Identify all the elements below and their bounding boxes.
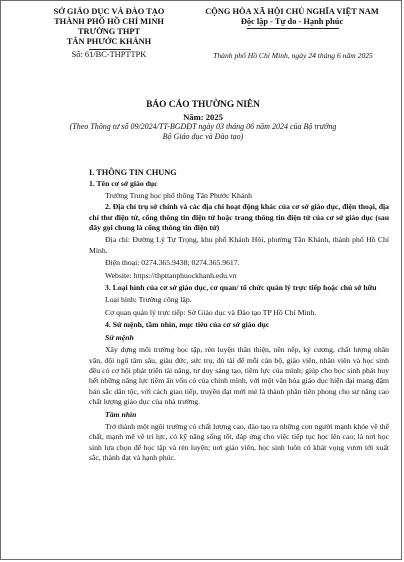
school-website: Website: https://thpttanphuockhanh.edu.vn — [105, 270, 237, 280]
school-name: TÂN PHƯỚC KHÁNH — [66, 37, 152, 46]
department-name: SỞ GIÁO DỤC VÀ ĐÀO TẠO — [53, 7, 165, 16]
school-address: Địa chỉ: Đường Lý Tự Trọng, khu phố Khánh Hội, phường Tân Khánh, thành phố Hồ Chí Minh. — [89, 235, 389, 255]
header-right-block — [187, 7, 397, 27]
school-phone: Điện thoại: 0274.365.9438; 0274.365.9617. — [105, 258, 240, 268]
school-type-text: Loại hình: Trường công lập. — [105, 295, 192, 305]
school-type: TRƯỜNG THPT — [77, 27, 141, 36]
report-subtitle: (Theo Thông tư số 09/2024/TT-BGDĐT ngày 03 tháng 06 năm 2024 của Bộ trưởng Bộ Giáo dục và Đào tạo) — [69, 122, 337, 142]
school-full-name: Trường Trung học phổ thông Tân Phước Khánh — [105, 190, 252, 200]
document-body — [89, 168, 389, 464]
motto-underline — [247, 28, 339, 29]
vision-heading: Tầm nhìn — [105, 409, 137, 419]
mission-heading: Sứ mệnh — [105, 332, 134, 342]
mission-text: Xây dựng môi trường học tập, rèn luyện thân thiện, nền nếp, kỷ cương, chất lượng nhân văn, đội ngũ tâm sâu, giàu đức, sức trụ, đủ tài để mỗi cán bộ, giáo viên, nhân viên và học sinh đều có cơ hội phát triển tài năng, tư duy sáng tạo, tiềm lực của mình; giúp cho học sinh phát huy hết những năng lực tiềm ẩn vốn có của chính mình, với một văn hóa giáo dục hiện đại mang đậm bản sắc dân tộc, với cách giao tiếp, truyền đạt mới mẻ là thành phần tiên phong cho sự nâng cao chất lượng giáo dục của nhà trường. — [89, 345, 389, 407]
item-3-heading: 3. Loại hình của cơ sở giáo dục, cơ quan/ tổ chức quản lý trực tiếp hoặc chủ sở hữu — [105, 283, 377, 293]
city-name: THÀNH PHỐ HỒ CHÍ MINH — [54, 17, 164, 26]
document-number: Số: 61/BC-THPTTPK — [71, 50, 147, 59]
vision-text: Trở thành một ngôi trường có chất lượng cao, đào tạo ra những con người mạnh khỏe về thể chất, mạnh mẽ về trí lực, có kỹ năng sống tốt, đáp ứng cho việc tiếp tục học lên cao; là nơi học sinh lựa chọn để học tập và rèn luyện; nơi giáo viên, học sinh luôn có khát vọng vươn tới xuất sắc, thành đạt và hạnh phúc. — [89, 421, 389, 463]
report-year: Năm: 2025 — [183, 112, 223, 122]
item-1-heading: 1. Tên cơ sở giáo dục — [89, 179, 158, 189]
country-name: CỘNG HÒA XÃ HỘI CHỦ NGHĨA VIỆT NAM — [205, 7, 379, 16]
item-4-heading: 4. Sứ mệnh, tầm nhìn, mục tiêu của cơ sở giáo dục — [105, 320, 270, 330]
report-title: BÁO CÁO THƯỜNG NIÊN — [146, 100, 260, 110]
motto: Độc lập - Tự do - Hạnh phúc — [240, 17, 344, 26]
header-left-block — [45, 7, 173, 47]
managing-agency: Cơ quan quản lý trực tiếp: Sở Giáo dục và Đào tạo TP Hồ Chí Minh. — [105, 307, 317, 317]
item-2-heading: 2. Địa chỉ trụ sở chính và các địa chỉ hoạt động khác của cơ sở giáo dục, điện thoại, địa chỉ thư điện tử, cổng thông tin điện tử hoặc trang thông tin điện tử của cơ sở giáo dục (sau đây gọi chung là cổng thông tin điện tử) — [89, 202, 389, 233]
document-date: Thành phố Hồ Chí Minh, ngày 24 tháng 6 năm 2025 — [213, 51, 373, 60]
section-1-heading: I. THÔNG TIN CHUNG — [89, 168, 177, 177]
